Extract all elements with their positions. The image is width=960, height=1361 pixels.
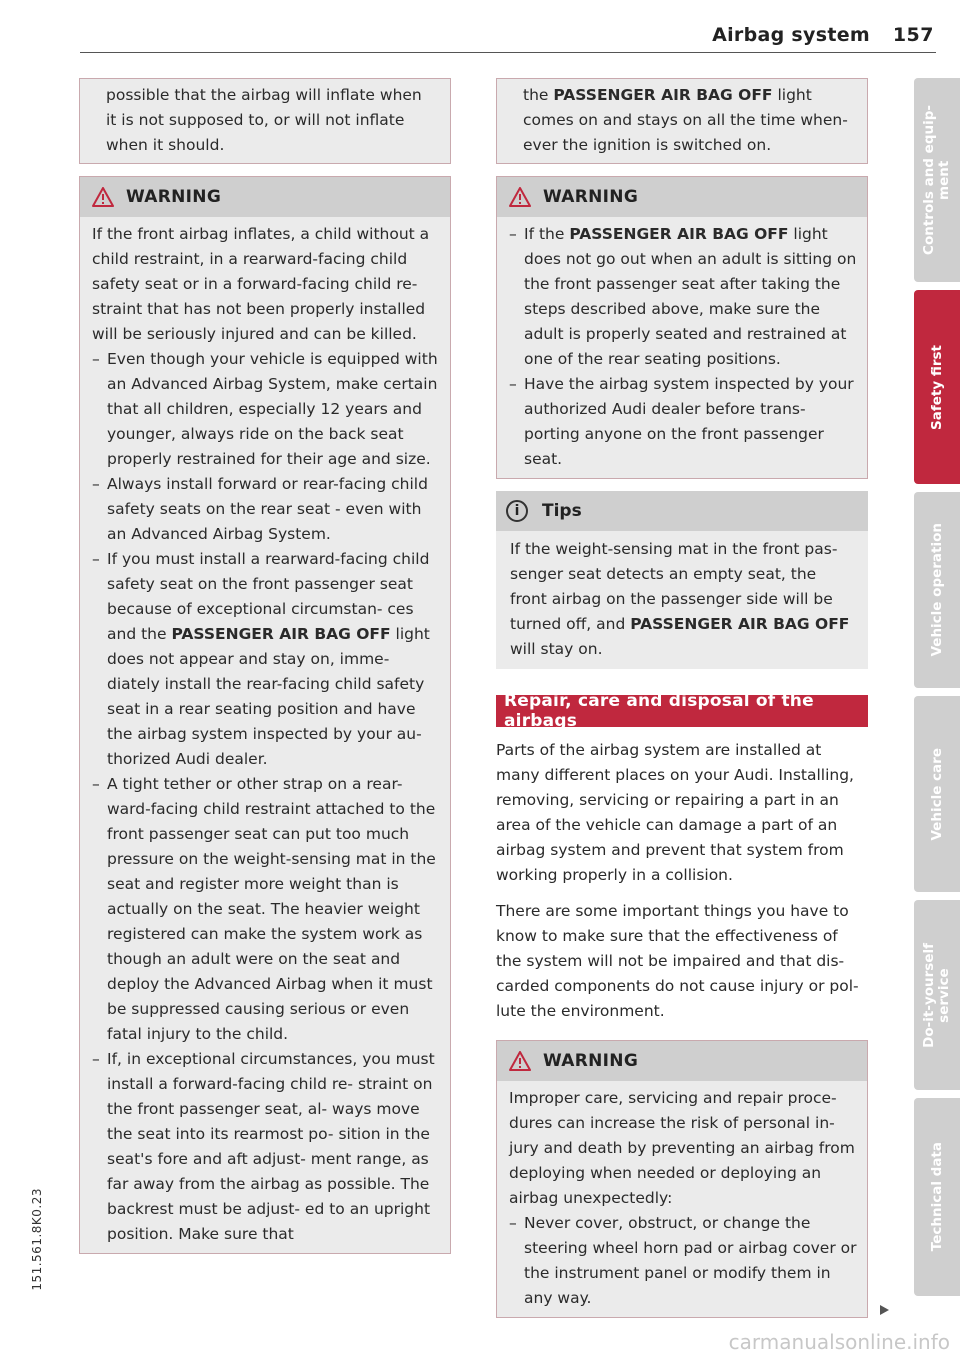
tips-header [496,491,868,531]
warning-label: WARNING [543,187,639,207]
warning-triangle-icon [509,1051,531,1071]
page-header [80,24,936,53]
list-item: – If, in exceptional circumstances, you must install a forward-facing child re- straint on the front passenger seat, al- ways move the seat into its rearmost po- sition in the seat's fore and aft adjust- ment range, as far away from the airbag as possible. The backrest must be adjust- ed to an upright position. Make sure that [92,1047,440,1247]
chapter-tab-vehicle-care[interactable]: Vehicle care [914,696,960,892]
warning-box [496,1040,868,1318]
list-item: – Never cover, obstruct, or change the steering wheel horn pad or airbag cover or the instrument panel or modify them in any way. [509,1211,857,1311]
list-item: – If you must install a rearward-facing child safety seat on the front passenger seat because of exceptional circumstan- ces and the PASSENGER AIR BAG OFF light does not appear and stay on, imme- diately install the rear-facing child safety seat in a rear seating position and have the airbag system inspected by your au- thorized Audi dealer. [92,547,440,772]
warning-intro: Improper care, servicing and repair proce- dures can increase the risk of personal in- jury and death by preventing an airbag from deploying when needed or deploying an airbag unexpectedly: [509,1089,855,1207]
tips-box [496,491,868,669]
warning-header [497,177,867,217]
chapter-tab-controls[interactable]: Controls and equip- ment [914,78,960,282]
tips-body: If the weight-sensing mat in the front pas- senger seat detects an empty seat, the front airbag on the passenger side will be turned off, and PASSENGER AIR BAG OFF will stay on. [510,540,850,658]
paragraph: There are some important things you have to know to make sure that the effectiveness of the system will not be impaired and that dis- carded components do not cause injury or pol- lute the environment. [496,902,859,1020]
right-column [496,78,868,1318]
warning-intro: If the front airbag inflates, a child without a child restraint, in a rearward-facing child safety seat or in a forward-facing child re- straint that has not been properly installed will be seriously injured and can be killed. [92,225,430,343]
list-item: – Even though your vehicle is equipped with an Advanced Airbag System, make certain that all children, especially 12 years and younger, always ride on the back seat properly restrained for their age and size. [92,347,440,472]
continuation-box: the PASSENGER AIR BAG OFF light comes on and stays on all the time when- ever the ignition is switched on. [496,78,868,164]
continuation-text: possible that the airbag will inflate when it is not supposed to, or will not inflate when it should. [106,86,422,154]
list-item: – If the PASSENGER AIR BAG OFF light does not go out when an adult is sitting on the front passenger seat after taking the steps described above, make sure the adult is properly seated and restrained at one of the rear seating positions. [509,222,857,372]
list-item: – A tight tether or other strap on a rear- ward-facing child restraint attached to the front passenger seat can put too much pressure on the weight-sensing mat in the seat and register more weight than is actually on the seat. The heavier weight registered can make the system work as though an adult were on the seat and deploy the Advanced Airbag when it must be suppressed causing serious or even fatal injury to the child. [92,772,440,1047]
document-code: 151.561.8K0.23 [30,1188,44,1291]
warning-body [497,217,867,478]
chapter-tab-safety[interactable]: Safety first [914,290,960,484]
warning-list [509,222,857,472]
warning-header [80,177,450,217]
warning-triangle-icon [509,187,531,207]
chapter-tab-do-it-yourself[interactable]: Do-it-yourself service [914,900,960,1090]
warning-triangle-icon [92,187,114,207]
warning-box [496,176,868,479]
warning-body [497,1081,867,1317]
section-heading: Repair, care and disposal of the airbags [496,695,868,727]
chapter-tab-technical-data[interactable]: Technical data [914,1098,960,1296]
warning-box [79,176,451,1254]
paragraph: Parts of the airbag system are installed at many different places on your Audi. Installing, removing, servicing or repairing a part in an area of the vehicle can damage a part of an airbag system and prevent that system from working properly in a collision. [496,741,854,884]
tips-label: Tips [542,501,582,521]
warning-list [509,1211,857,1311]
page-number: 157 [892,24,934,46]
left-column [79,78,451,1254]
continuation-box [79,78,451,164]
list-item: – Have the airbag system inspected by your authorized Audi dealer before trans- porting anyone on the front passenger seat. [509,372,857,472]
warning-body [80,217,450,1253]
chapter-tab-vehicle-operation[interactable]: Vehicle operation [914,492,960,688]
warning-list [92,347,440,1247]
info-icon: i [506,500,528,522]
list-item: – Always install forward or rear-facing child safety seats on the rear seat - even with an Advanced Airbag System. [92,472,440,547]
warning-label: WARNING [543,1051,639,1071]
watermark: carmanualsonline.info [728,1330,950,1354]
warning-header [497,1041,867,1081]
header-title: Airbag system [712,24,870,46]
continue-arrow-icon [880,1305,889,1315]
warning-label: WARNING [126,187,222,207]
